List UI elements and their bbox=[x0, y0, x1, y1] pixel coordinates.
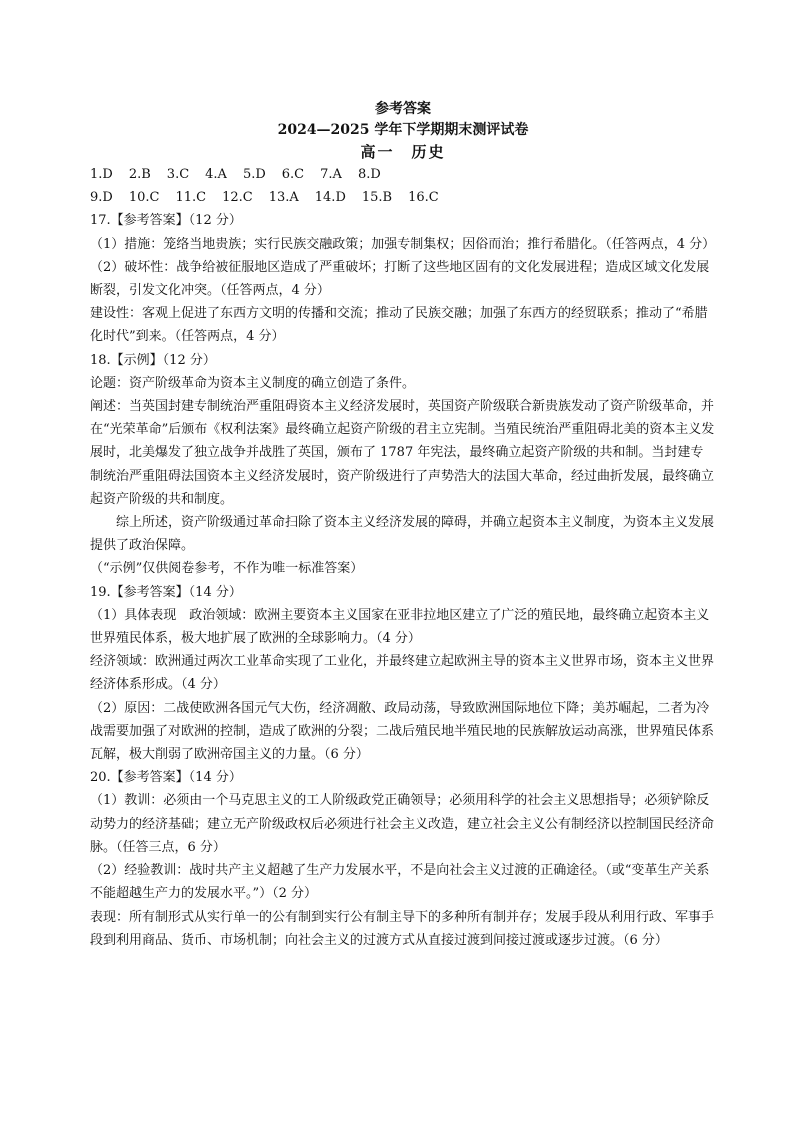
choice-answer: 4.A bbox=[205, 167, 227, 182]
q19-part2: 经济领域：欧洲通过两次工业革命实现了工业化，并最终建立起欧洲主导的资本主义世界市场，资本主义世界经济体系形成。（4 分） bbox=[90, 654, 715, 693]
choice-answer: 16.C bbox=[408, 190, 439, 206]
choice-row-2 bbox=[90, 186, 716, 209]
page-title: 参考答案 bbox=[375, 101, 431, 117]
exam-title: 2024—2025 学年下学期期末测评试卷 bbox=[277, 122, 529, 138]
q18-thesis: 论题：资产阶级革命为资本主义制度的确立创造了条件。 bbox=[90, 375, 416, 391]
answer-sheet bbox=[90, 99, 716, 952]
choice-answer: 7.A bbox=[320, 167, 342, 182]
choice-answer: 10.C bbox=[128, 190, 160, 206]
q18-note: （“示例”仅供阅卷参考，不作为唯一标准答案） bbox=[90, 561, 364, 577]
choice-row-1 bbox=[90, 163, 716, 186]
choice-answer: 14.D bbox=[314, 190, 346, 206]
q18-conclusion: 综上所述，资产阶级通过革命扫除了资本主义经济发展的障碍，并确立起资本主义制度，为资本主义发展提供了政治保障。 bbox=[90, 515, 715, 554]
choice-answer: 11.C bbox=[175, 190, 207, 206]
q19-part1: （1）具体表现 政治领域：欧洲主要资本主义国家在亚非拉地区建立了广泛的殖民地，最终确立起资本主义世界殖民体系，极大地扩展了欧洲的全球影响力。（4 分） bbox=[90, 607, 710, 647]
q17-part1: （1）措施：笼络当地贵族；实行民族交融政策；加强专制集权；因俗而治；推行希腊化。（任答两点，4 分） bbox=[90, 236, 716, 252]
q18-heading: 18.【示例】（12 分） bbox=[90, 352, 216, 368]
choice-answer: 1.D bbox=[90, 167, 113, 182]
choice-answer: 3.C bbox=[166, 167, 190, 182]
choice-answer: 12.C bbox=[222, 190, 253, 206]
q19-heading: 19.【参考答案】（14 分） bbox=[90, 584, 242, 600]
q20-part2: （2）经验教训：战时共产主义超越了生产力发展水平，不是向社会主义过渡的正确途径。（或“变革生产关系不能超越生产力的发展水平。”）（2 分） bbox=[90, 863, 710, 902]
choice-answer: 15.B bbox=[361, 190, 393, 206]
q18-elaboration: 阐述：当英国封建专制统治严重阻碍资本主义经济发展时，英国资产阶级联合新贵族发动了资产阶级革命，并在“光荣革命”后颁布《权利法案》最终确立起资产阶级的君主立宪制。当殖民统治严重阻碍北美的资本主义发展时，北美爆发了独立战争并战胜了英国，颁布了 1787 年宪法，最终确立起资产阶级的共和制。当封建专制统治严重阻碍法国资本主义经济发展时，资产阶级进行了声势浩大的法国大革命，经过曲折发展，最终确立起资产阶级的共和制度。 bbox=[90, 399, 715, 507]
q20-heading: 20.【参考答案】（14 分） bbox=[90, 770, 242, 786]
choice-answer: 2.B bbox=[128, 167, 151, 182]
q17-part2: （2）破坏性：战争给被征服地区造成了严重破坏；打断了这些地区固有的文化发展进程；造成区域文化发展断裂，引发文化冲突。（任答两点，4 分） bbox=[90, 259, 710, 299]
q20-part3: 表现：所有制形式从实行单一的公有制到实行公有制主导下的多种所有制并存；发展手段从利用行政、军事手段到利用商品、货币、市场机制；向社会主义的过渡方式从直接过渡到间接过渡或逐步过渡。（6 分） bbox=[90, 909, 715, 948]
choice-answer: 5.D bbox=[242, 167, 266, 182]
q17-heading: 17.【参考答案】（12 分） bbox=[90, 213, 242, 229]
choice-answer: 9.D bbox=[90, 190, 113, 206]
q20-part1: （1）教训：必须由一个马克思主义的工人阶级政党正确领导；必须用科学的社会主义思想指导；必须铲除反动势力的经济基础；建立无产阶级政权后必须进行社会主义改造，建立社会主义公有制经济以控制国民经济命脉。（任答三点，6 分） bbox=[90, 793, 715, 855]
choice-answer: 13.A bbox=[268, 190, 299, 206]
choice-answer: 8.D bbox=[357, 167, 381, 182]
choice-answer: 6.C bbox=[281, 167, 305, 182]
subject-title: 高一 历史 bbox=[360, 143, 446, 161]
q19-part3: （2）原因：二战使欧洲各国元气大伤，经济凋敝、政局动荡，导致欧洲国际地位下降；美苏崛起，二者为冷战需要加强了对欧洲的控制，造成了欧洲的分裂；二战后殖民地半殖民地的民族解放运动高涨，世界殖民体系瓦解，极大削弱了欧洲帝国主义的力量。（6 分） bbox=[90, 700, 715, 763]
q17-part3: 建设性：客观上促进了东西方文明的传播和交流；推动了民族交融；加强了东西方的经贸联系；推动了“希腊化时代”到来。（任答两点，4 分） bbox=[90, 306, 708, 345]
